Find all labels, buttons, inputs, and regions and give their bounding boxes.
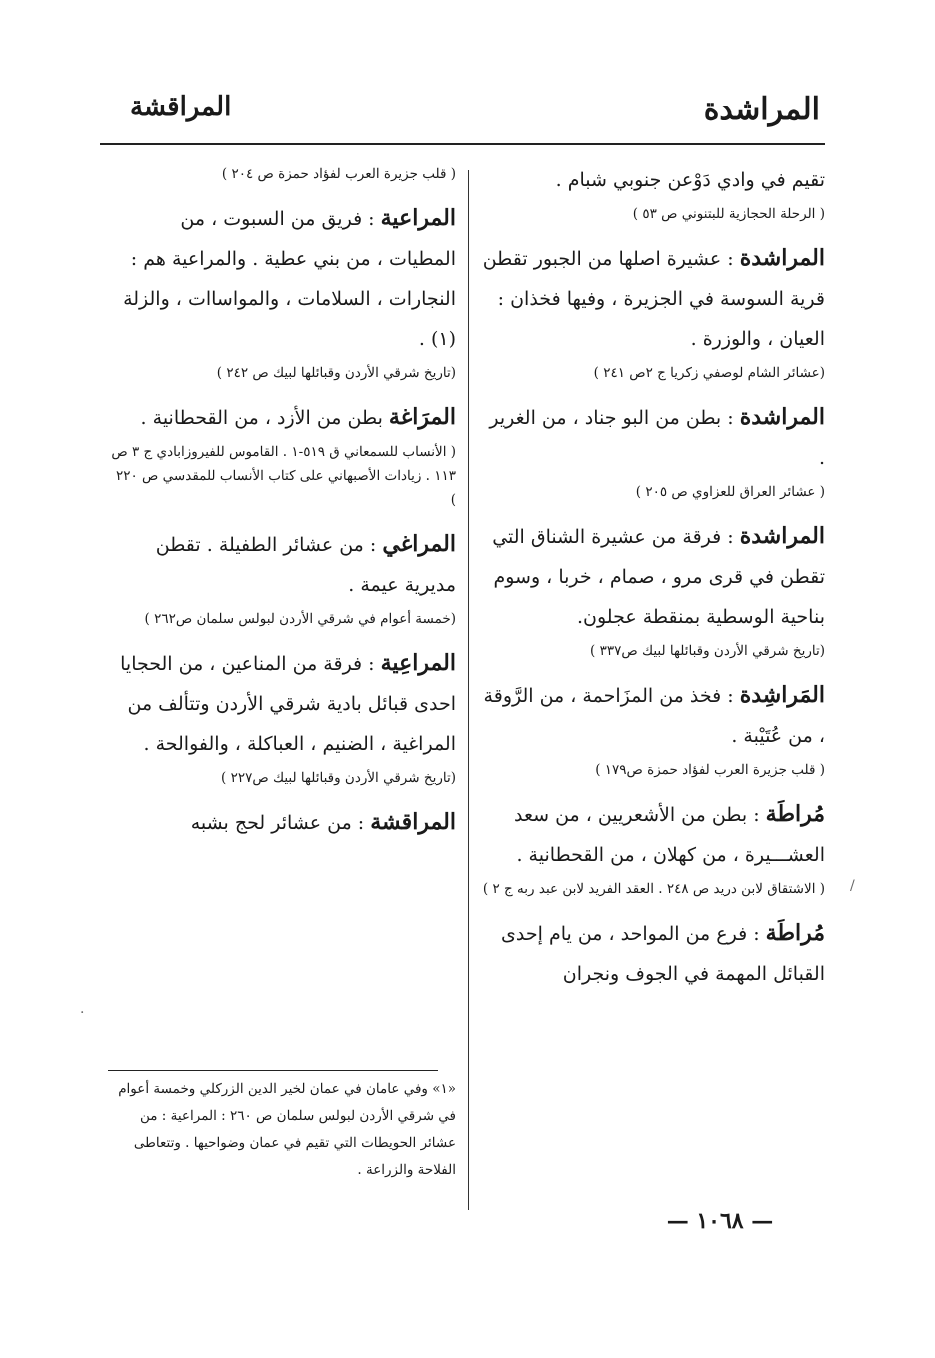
- entry-headword: المراغي: [382, 531, 456, 557]
- page-number: — ١٠٦٨ —: [666, 1208, 774, 1234]
- entry: [482, 913, 825, 994]
- entry-text: : فخذ من المزَاحمة ، من الرَّوقة ، من عُتَيْبة .: [483, 685, 825, 747]
- entry: [482, 675, 825, 756]
- column-divider: [468, 170, 469, 1210]
- running-head-left: المراقشة: [130, 92, 232, 122]
- entry: [482, 238, 825, 359]
- entry-headword: المراشدة: [739, 523, 825, 549]
- stray-mark: /: [850, 878, 855, 894]
- source-citation: ( الرحلة الحجازية للبتنوني ص ٥٣ ): [632, 206, 825, 222]
- entry-headword: المراعِية: [380, 650, 456, 676]
- entry-text: : فرقة من عشيرة الشناق التي تقطن في قرى مرو ، صمام ، خربا ، وسوم بناحية الوسطية بمنقطة عجلون.: [492, 526, 825, 628]
- footnote: «١» وفي عامان في عمان لخير الدين الزركلي وخمسة أعوام في شرقي الأردن لبولس سلمان ص ٢٦٠ : المراعية : من عشائر الحويطات التي تقيم في عمان وضواحيها . وتتعاطى الفلاحة والزراعة .: [118, 1081, 456, 1178]
- entry: [108, 198, 456, 359]
- entry-headword: مُراطَة: [765, 801, 825, 827]
- entry: [482, 160, 825, 200]
- header-rule: [100, 143, 825, 145]
- right-column: [482, 160, 825, 994]
- left-column: [108, 160, 456, 843]
- entry-text: : عشيرة اصلها من الجبور تقطن قرية السوسة في الجزيرة ، وفيها فخذان : العيان ، والوزرة .: [482, 248, 825, 350]
- source-citation: ( قلب جزيرة العرب لفؤاد حمزة ص١٧٩ ): [595, 762, 825, 778]
- entry: [482, 516, 825, 637]
- source-citation: ( الاشتقاق لابن دريد ص ٢٤٨ . العقد الفريد لابن عبد ربه ج ٢ ): [482, 881, 825, 897]
- entry: [482, 397, 825, 478]
- source-citation: (خمسة أعوام في شرقي الأردن لبولس سلمان ص٢٦٢ ): [144, 611, 456, 627]
- entry-headword: المَراشِدة: [739, 682, 825, 708]
- page-header: [100, 92, 820, 136]
- entry-text: : فريق من السبوت ، من المطيات ، من بني عطية . والمراعية هم : النجارات ، السلامات ، والمواساات ، والزلة (١) .: [123, 208, 456, 350]
- entry: [108, 524, 456, 605]
- entry-text: بطن من الأزد ، من القحطانية .: [140, 407, 383, 429]
- footnote-rule: [108, 1070, 438, 1071]
- entry-text: : فرع من المواحد ، من يام إحدى القبائل المهمة في الجوف ونجران: [501, 923, 825, 985]
- running-head-right: المراشدة: [703, 92, 820, 127]
- source-citation: ( الأنساب للسمعاني ق ٥١٩-١ . القاموس للفيروزابادي ج ٣ ص ١١٣ . زيادات الأصبهاني على كتاب الأنساب للمقدسي ص ٢٢٠ ): [111, 444, 456, 508]
- entry-text: : بطن من الأشعريين ، من سعد العشـــيرة ، من كهلان ، من القحطانية .: [513, 804, 825, 866]
- entry-headword: المراشدة: [739, 245, 825, 271]
- entry: [108, 802, 456, 843]
- source-citation: ( عشائر العراق للعزاوي ص ٢٠٥ ): [635, 484, 825, 500]
- entry-headword: المراقشة: [370, 809, 456, 835]
- entry-headword: المراعية: [380, 205, 456, 231]
- entry-headword: المرَاغة: [388, 404, 456, 430]
- entry-text: : فرقة من المناعين ، من الحجايا احدى قبائل بادية شرقي الأردن وتتألف من المراغية ، الضنيم ، العباكلة ، والفوالحة .: [120, 653, 456, 755]
- entry-text: : من عشائر لحج بشبه: [190, 812, 365, 834]
- entry: [108, 643, 456, 764]
- entry-text: تقيم في وادي دَوْعن جنوبي شبام .: [555, 169, 825, 191]
- source-citation: (تاريخ شرقي الأردن وقبائلها لبيك ص ٢٤٢ ): [216, 365, 456, 381]
- source-citation: ( قلب جزيرة العرب لفؤاد حمزة ص ٢٠٤ ): [221, 166, 456, 182]
- entry-headword: مُراطَة: [765, 920, 825, 946]
- entry-text: : من عشائر الطفيلة . تقطن مديرية عيمة .: [155, 534, 456, 596]
- source-citation: (تاريخ شرقي الأردن وقبائلها لبيك ص٢٢٧ ): [221, 770, 456, 786]
- source-citation: (عشائر الشام لوصفي زكريا ج ٢ص ٢٤١ ): [593, 365, 825, 381]
- entry-text: : بطن من البو جناد ، من الغرير .: [489, 407, 825, 469]
- stray-dot: ·: [80, 1005, 85, 1021]
- entry-headword: المراشدة: [739, 404, 825, 430]
- source-citation: (تاريخ شرقي الأردن وقبائلها لبيك ص٣٣٧ ): [590, 643, 825, 659]
- entry: [108, 397, 456, 438]
- entry: [482, 794, 825, 875]
